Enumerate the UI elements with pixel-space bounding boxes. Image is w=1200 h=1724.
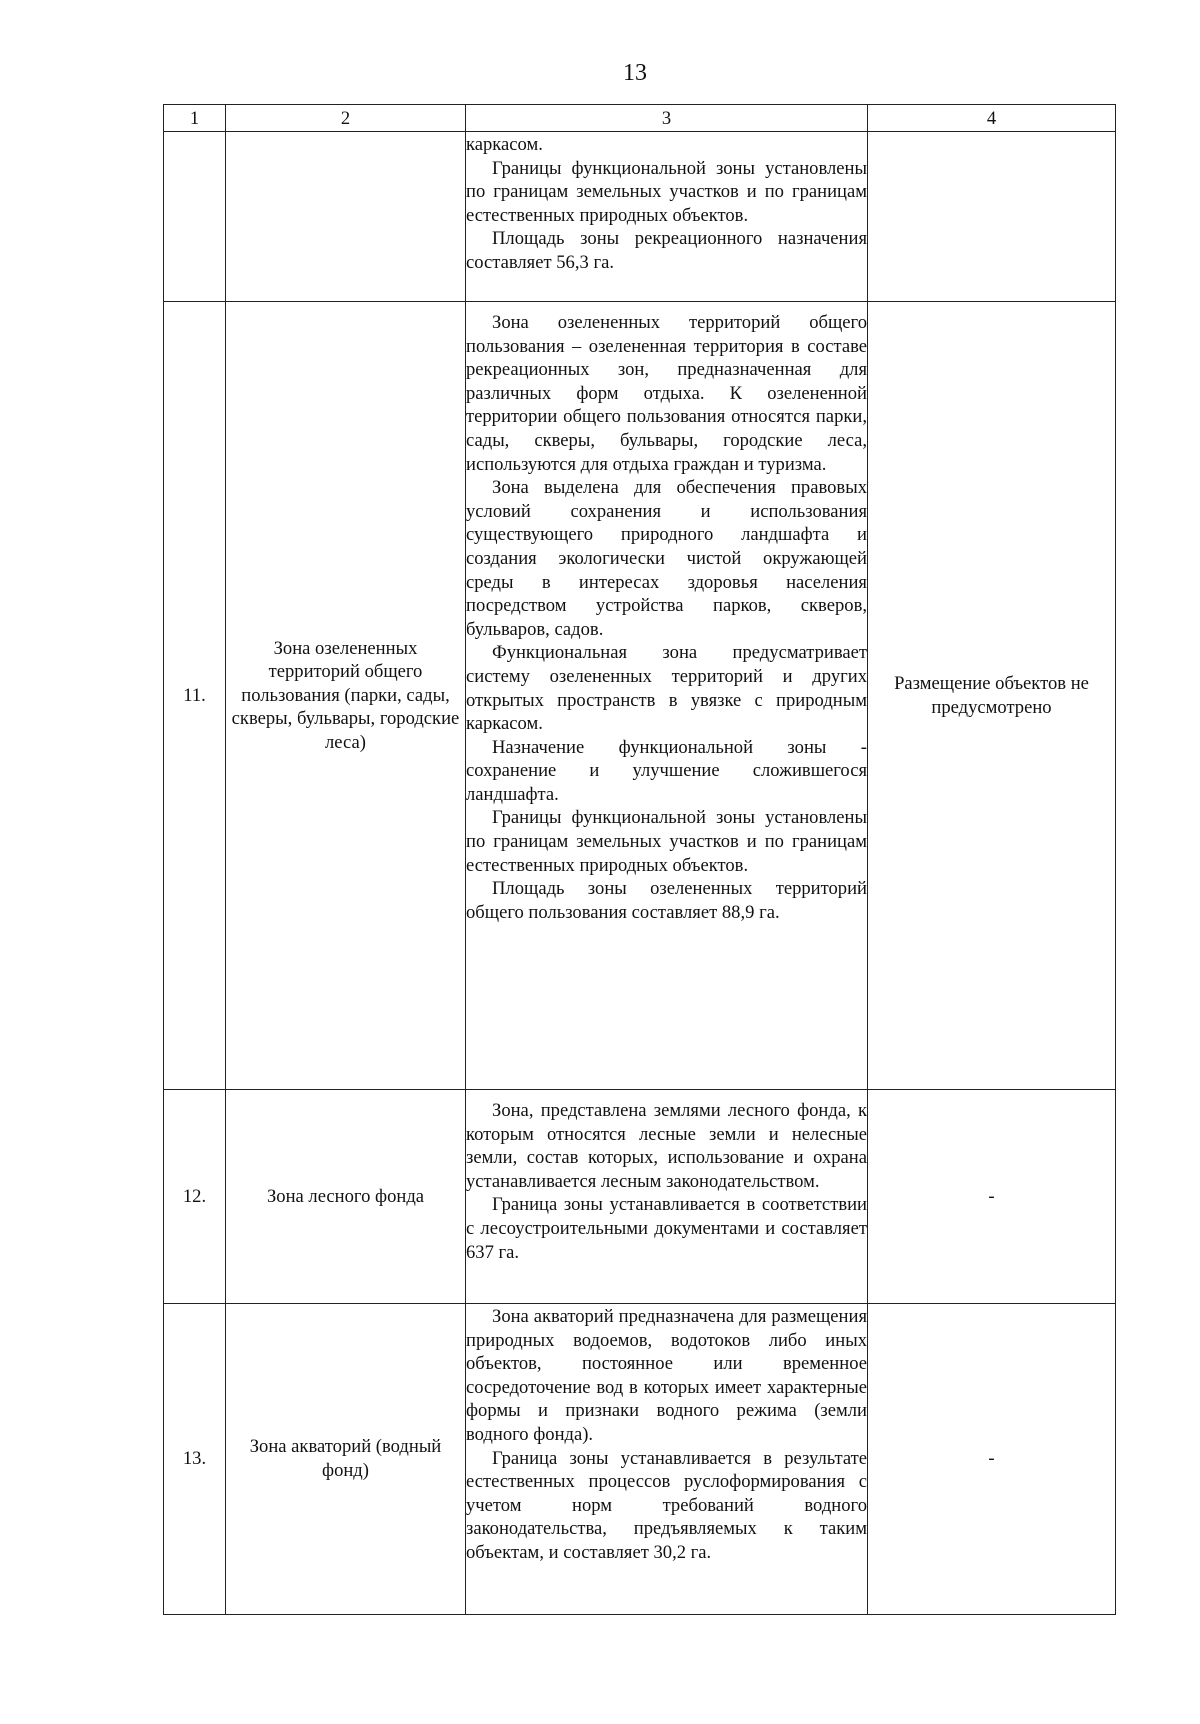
description-paragraph: каркасом. <box>466 134 543 155</box>
zone-name-cell: Зона акваторий (водный фонд) <box>226 1304 466 1615</box>
description-paragraph: Границы функциональной зоны установлены по границам земельных участков и по границам естественных природных объектов. <box>466 157 867 226</box>
description-paragraph: Назначение функциональной зоны - сохранение и улучшение сложившегося ландшафта. <box>466 736 867 805</box>
description-cell <box>466 1090 868 1304</box>
number-cell: 13. <box>164 1304 226 1615</box>
table-row <box>164 302 1116 1090</box>
description-paragraph: Границы функциональной зоны установлены по границам земельных участков и по границам естественных природных объектов. <box>466 807 867 876</box>
zones-table <box>163 104 1116 1615</box>
table-row <box>164 1090 1116 1304</box>
column-header: 4 <box>868 105 1116 132</box>
objects-cell: Размещение объектов не предусмотрено <box>868 302 1116 1090</box>
table-row <box>164 1304 1116 1615</box>
description-paragraph: Зона акваторий предназначена для размещения природных водоемов, водотоков либо иных объектов, постоянное или временное сосредоточение вод в которых имеет характерные формы и признаки водного режима (земли водного фонда). <box>466 1306 867 1445</box>
zone-name-cell: Зона лесного фонда <box>226 1090 466 1304</box>
zone-name-cell <box>226 132 466 302</box>
objects-cell: - <box>868 1304 1116 1615</box>
description-cell <box>466 132 868 302</box>
column-header: 3 <box>466 105 868 132</box>
description-paragraph: Зона, представлена землями лесного фонда, к которым относятся лесные земли и нелесные земли, состав которых, использование и охрана устанавливается лесным законодательством. <box>466 1100 867 1192</box>
zone-name-cell: Зона озелененных территорий общего пользования (парки, сады, скверы, бульвары, городские леса) <box>226 302 466 1090</box>
objects-cell <box>868 132 1116 302</box>
number-cell: 11. <box>164 302 226 1090</box>
description-paragraph: Площадь зоны рекреационного назначения составляет 56,3 га. <box>466 228 867 273</box>
description-paragraph: Площадь зоны озелененных территорий общего пользования составляет 88,9 га. <box>466 878 867 923</box>
number-cell: 12. <box>164 1090 226 1304</box>
description-paragraph: Граница зоны устанавливается в результате естественных процессов руслоформирования с учетом норм требований водного законодательства, предъявляемых к таким объектам, и составляет 30,2 га. <box>466 1447 867 1563</box>
number-cell <box>164 132 226 302</box>
description-paragraph: Зона выделена для обеспечения правовых условий сохранения и использования существующего природного ландшафта и создания экологически чистой окружающей среды в интересах здоровья населения посредством устройства парков, скверов, бульваров, садов. <box>466 477 867 640</box>
description-cell <box>466 1304 868 1615</box>
table-header-row <box>164 105 1116 132</box>
description-paragraph: Функциональная зона предусматривает систему озелененных территорий и других открытых пространств в увязке с природным каркасом. <box>466 642 867 735</box>
description-paragraph: Зона озелененных территорий общего пользования – озелененная территория в составе рекреационных зон, предназначенная для различных форм отдыха. К озелененной территории общего пользования относятся парки, сады, скверы, бульвары, городские леса, используются для отдыха граждан и туризма. <box>466 312 867 475</box>
table-row-continuation <box>164 132 1116 302</box>
description-paragraph: Граница зоны устанавливается в соответствии с лесоустроительными документами и составляет 637 га. <box>466 1194 867 1263</box>
column-header: 1 <box>164 105 226 132</box>
page-number: 13 <box>623 60 647 86</box>
objects-cell: - <box>868 1090 1116 1304</box>
column-header: 2 <box>226 105 466 132</box>
description-cell <box>466 302 868 1090</box>
